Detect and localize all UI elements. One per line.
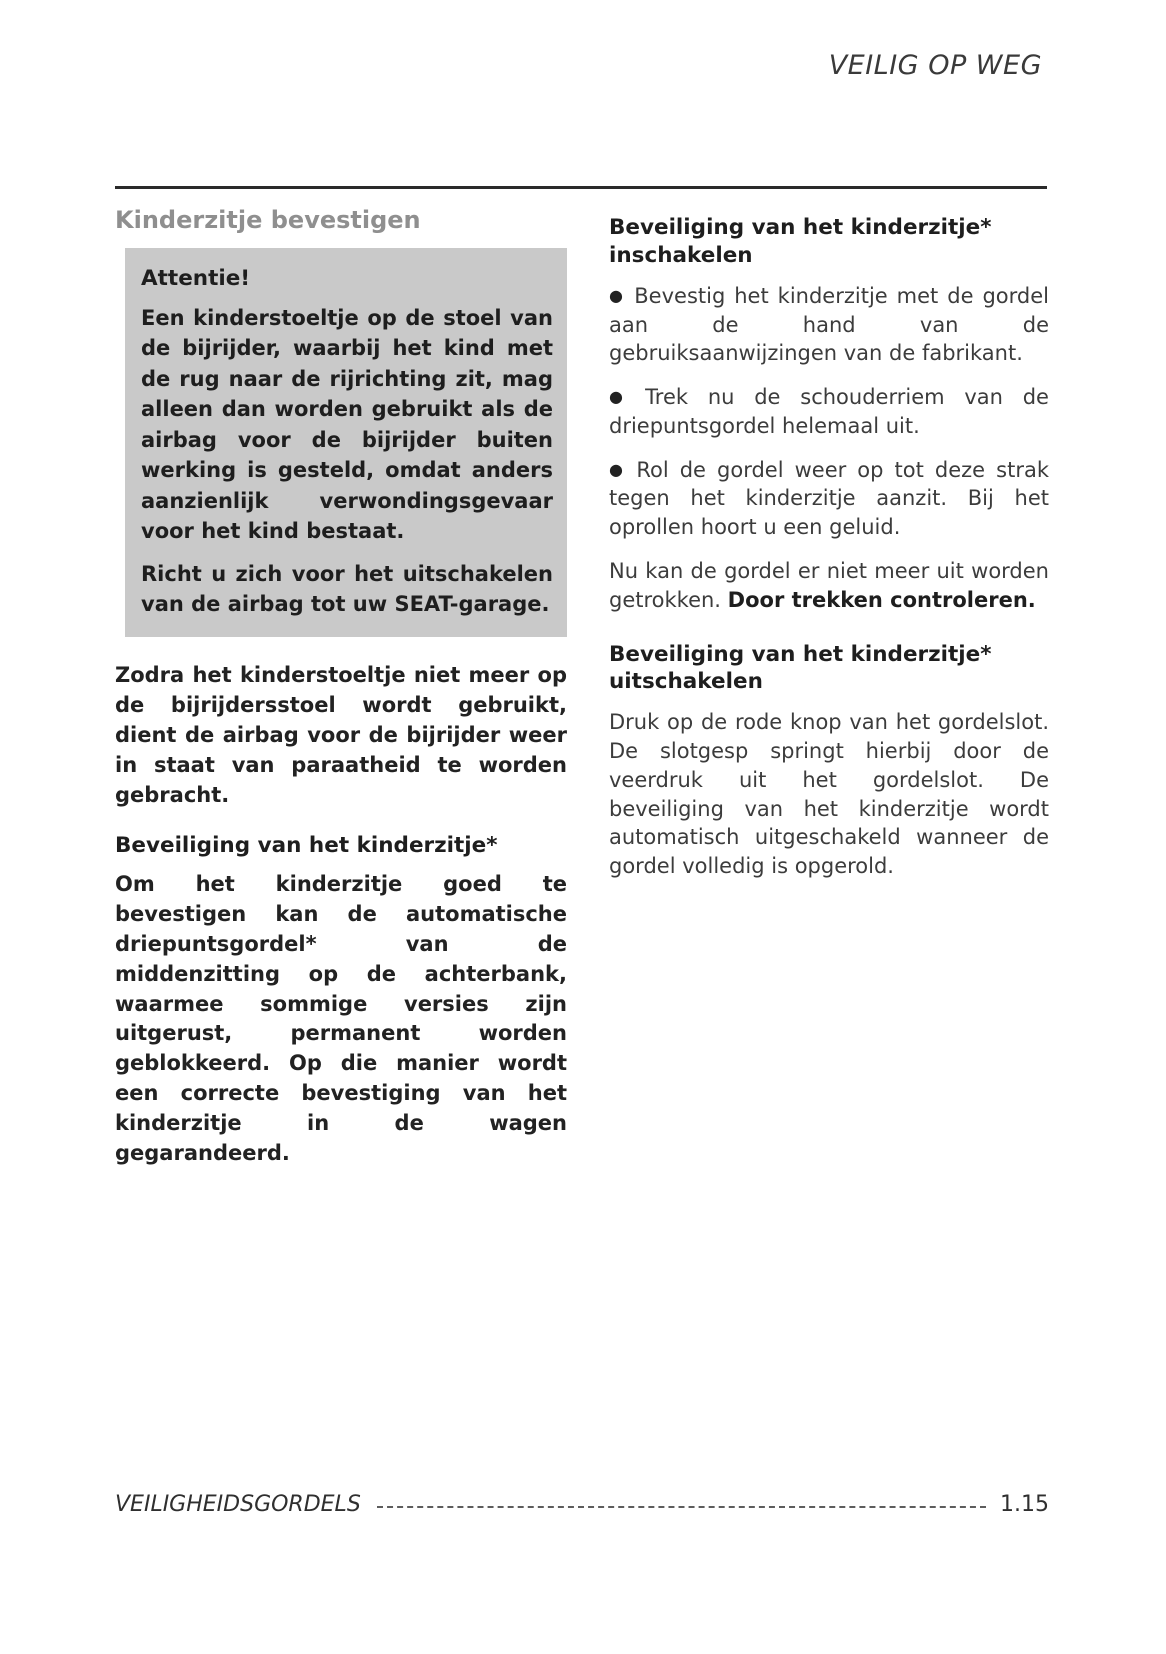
paragraph-airbag-restore: Zodra het kinderstoeltje niet meer op de bijrijdersstoel wordt gebruikt, dient de airbag voor de bijrijder weer in staat van paraatheid te worden gebracht. [115, 663, 567, 807]
page-footer [115, 1492, 1049, 1517]
page-header [829, 50, 1042, 81]
left-column [115, 206, 567, 1191]
paragraph-controleren-bold: Door trekken controleren. [727, 587, 1036, 612]
header-divider [115, 186, 1047, 189]
attention-box [125, 248, 567, 637]
bullet-icon: ● [609, 285, 626, 305]
paragraph-uitschakelen: Druk op de rode knop van het gordelslot. De slotgesp springt hierbij door de veerdruk uit het gordelslot. De beveiliging van het kinderzitje wordt automatisch uitgeschakeld wanneer de gordel volledig is opgerold. [609, 710, 1049, 879]
content-columns [115, 206, 1049, 1191]
bullet-item [609, 383, 1049, 441]
bullet-text: Trek nu de schouderriem van de driepuntsgordel helemaal uit. [609, 385, 1049, 438]
subsection-title-beveiliging: Beveiliging van het kinderzitje* [115, 833, 498, 859]
attention-title: Attentie! [141, 266, 251, 291]
attention-paragraph-1: Een kinderstoeltje op de stoel van de bijrijder, waarbij het kind met de rug naar de rijrichting zit, mag alleen dan worden gebruikt als de airbag voor de bijrijder buiten werking is gesteld, omdat anders aanzienlijk verwondingsgevaar voor het kind bestaat. [141, 306, 553, 544]
bullet-icon: ● [609, 387, 637, 407]
heading-uitschakelen: Beveiliging van het kinderzitje* uitschakelen [609, 641, 992, 695]
footer-divider [377, 1506, 986, 1508]
attention-paragraph-2: Richt u zich voor het uitschakelen van de airbag tot uw SEAT-garage. [141, 561, 553, 616]
footer-page-number: 1.15 [1000, 1492, 1049, 1517]
paragraph-controleren-normal: Nu kan de gordel er niet meer uit worden getrokken. [609, 559, 1049, 612]
section-title: Kinderzitje bevestigen [115, 206, 421, 234]
bullet-icon: ● [609, 459, 628, 479]
bullet-text: Rol de gordel weer op tot deze strak tegen het kinderzitje aanzit. Bij het oprollen hoort u een geluid. [609, 457, 1049, 540]
right-column [609, 206, 1049, 1191]
bullet-text: Bevestig het kinderzitje met de gordel aan de hand van de gebruiksaanwijzingen van de fabrikant. [609, 283, 1049, 366]
bullet-item [609, 282, 1049, 368]
header-title: VEILIG OP WEG [828, 50, 1042, 81]
paragraph-controleren [609, 557, 1049, 615]
footer-section-label: VEILIGHEIDSGORDELS [115, 1492, 361, 1517]
paragraph-beveiliging: Om het kinderzitje goed te bevestigen kan de automatische driepuntsgordel* van de middenzitting op de achterbank, waarmee sommige versies zijn uitgerust, permanent worden geblokkeerd. Op die manier wordt een correcte bevestiging van het kinderzitje in de wagen gegarandeerd. [115, 872, 567, 1165]
heading-inschakelen: Beveiliging van het kinderzitje* inschakelen [609, 215, 992, 268]
bullet-item [609, 456, 1049, 542]
